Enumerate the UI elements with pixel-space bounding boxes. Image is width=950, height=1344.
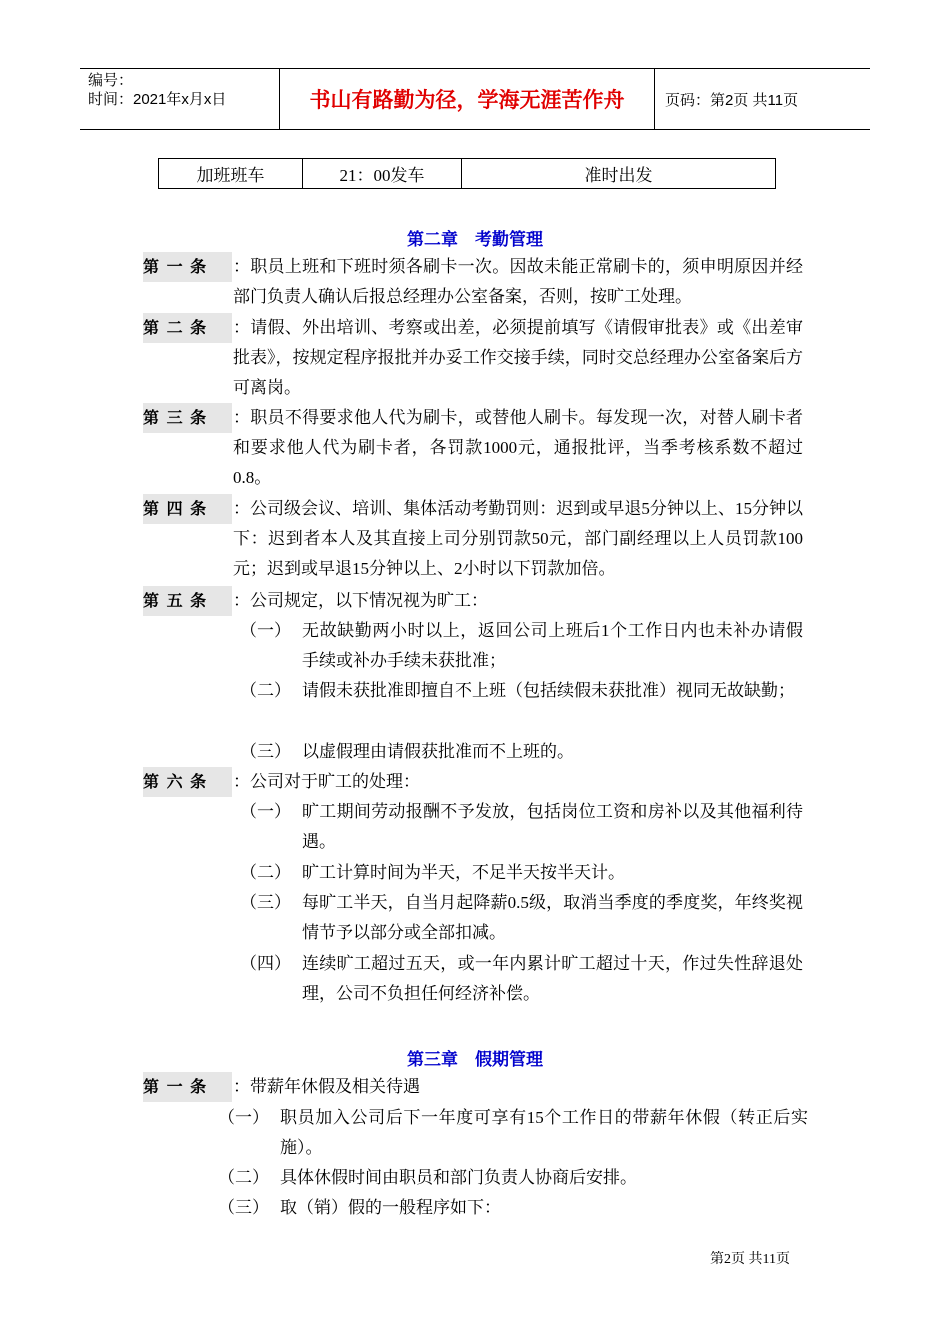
item-number: （二） bbox=[218, 1168, 269, 1187]
item-text: 连续旷工超过五天，或一年内累计旷工超过十天，作过失性辞退处理，公司不负担任何经济补偿。 bbox=[302, 954, 803, 1003]
article-text: ：请假、外出培训、考察或出差，必须提前填写《请假审批表》或《出差审批表》，按规定程序报批并办妥工作交接手续，同时交总经理办公室备案后方可离岗。 bbox=[233, 318, 803, 397]
article-label: 第 四 条 bbox=[143, 494, 232, 524]
time-label: 时间：2021年x月x日 bbox=[88, 91, 227, 108]
shuttle-time-cell: 21：00发车 bbox=[303, 159, 462, 188]
list-item bbox=[240, 797, 803, 857]
item-text: 职员加入公司后下一年度可享有15个工作日的带薪年休假（转正后实施）。 bbox=[280, 1108, 808, 1157]
header-motto: 书山有路勤为径，学海无涯苦作舟 bbox=[280, 69, 655, 129]
item-text: 旷工计算时间为半天，不足半天按半天计。 bbox=[302, 863, 625, 882]
list-item bbox=[218, 1103, 808, 1163]
article-5 bbox=[143, 586, 803, 616]
article-label: 第 一 条 bbox=[143, 1072, 232, 1102]
shuttle-note-cell: 准时出发 bbox=[584, 166, 653, 185]
item-text: 无故缺勤两小时以上，返回公司上班后1个工作日内也未补办请假手续或补办手续未获批准； bbox=[302, 621, 803, 670]
item-number: （一） bbox=[240, 621, 291, 640]
article-1 bbox=[143, 252, 803, 312]
item-number: （三） bbox=[240, 893, 291, 912]
article-text: ：职员不得要求他人代为刷卡，或替他人刷卡。每发现一次，对替人刷卡者和要求他人代为刷卡者，各罚款1000元，通报批评，当季考核系数不超过0.8。 bbox=[233, 408, 803, 487]
article-label: 第 五 条 bbox=[143, 586, 232, 616]
article-6 bbox=[143, 767, 803, 797]
item-number: （二） bbox=[240, 863, 291, 882]
item-text: 每旷工半天，自当月起降薪0.5级，取消当季度的季度奖，年终奖视情节予以部分或全部扣减。 bbox=[302, 893, 803, 942]
list-item bbox=[240, 737, 803, 767]
article-text: ：带薪年休假及相关待遇 bbox=[233, 1077, 420, 1096]
chapter-3-article-1 bbox=[143, 1072, 803, 1102]
list-item bbox=[218, 1193, 808, 1223]
list-item bbox=[240, 858, 803, 888]
article-label: 第 三 条 bbox=[143, 403, 232, 433]
list-item bbox=[240, 949, 803, 1009]
article-text: ：公司规定，以下情况视为旷工： bbox=[233, 591, 488, 610]
article-label: 第 一 条 bbox=[143, 252, 232, 282]
article-text: ：职员上班和下班时须各刷卡一次。因故未能正常刷卡的，须申明原因并经部门负责人确认后报总经理办公室备案，否则，按旷工处理。 bbox=[233, 257, 803, 306]
chapter-2-title: 第二章 考勤管理 bbox=[407, 230, 543, 250]
article-3 bbox=[143, 403, 803, 493]
page-footer: 第2页 共11页 bbox=[710, 1252, 790, 1267]
chapter-3-title: 第三章 假期管理 bbox=[407, 1050, 543, 1070]
item-text: 旷工期间劳动报酬不予发放，包括岗位工资和房补以及其他福利待遇。 bbox=[302, 802, 803, 851]
item-text: 具体休假时间由职员和部门负责人协商后安排。 bbox=[280, 1168, 637, 1187]
item-number: （三） bbox=[218, 1198, 269, 1217]
list-item bbox=[240, 616, 803, 676]
item-text: 请假未获批准即擅自不上班（包括续假未获批准）视同无故缺勤； bbox=[302, 681, 795, 700]
article-label: 第 二 条 bbox=[143, 313, 232, 343]
page-header bbox=[80, 68, 870, 130]
item-number: （二） bbox=[240, 681, 291, 700]
item-text: 取（销）假的一般程序如下： bbox=[280, 1198, 501, 1217]
serial-label: 编号： bbox=[88, 72, 134, 89]
item-number: （一） bbox=[218, 1108, 269, 1127]
list-item bbox=[240, 888, 803, 948]
article-4 bbox=[143, 494, 803, 584]
shuttle-table-row bbox=[158, 158, 776, 189]
article-text: ：公司级会议、培训、集体活动考勤罚则：迟到或早退5分钟以上、15分钟以下：迟到者本人及其直接上司分别罚款50元，部门副经理以上人员罚款100元；迟到或早退15分钟以上、2小时以下罚款加倍。 bbox=[233, 499, 803, 578]
shuttle-name-cell: 加班班车 bbox=[159, 159, 303, 188]
item-number: （一） bbox=[240, 802, 291, 821]
list-item bbox=[240, 676, 803, 706]
article-label: 第 六 条 bbox=[143, 767, 232, 797]
header-page-info: 页码：第2页 共11页 bbox=[665, 91, 799, 109]
item-number: （四） bbox=[240, 954, 291, 973]
item-number: （三） bbox=[240, 742, 291, 761]
article-2 bbox=[143, 313, 803, 403]
article-text: ：公司对于旷工的处理： bbox=[233, 772, 420, 791]
item-text: 以虚假理由请假获批准而不上班的。 bbox=[302, 742, 574, 761]
list-item bbox=[218, 1163, 808, 1193]
header-meta bbox=[80, 69, 280, 129]
